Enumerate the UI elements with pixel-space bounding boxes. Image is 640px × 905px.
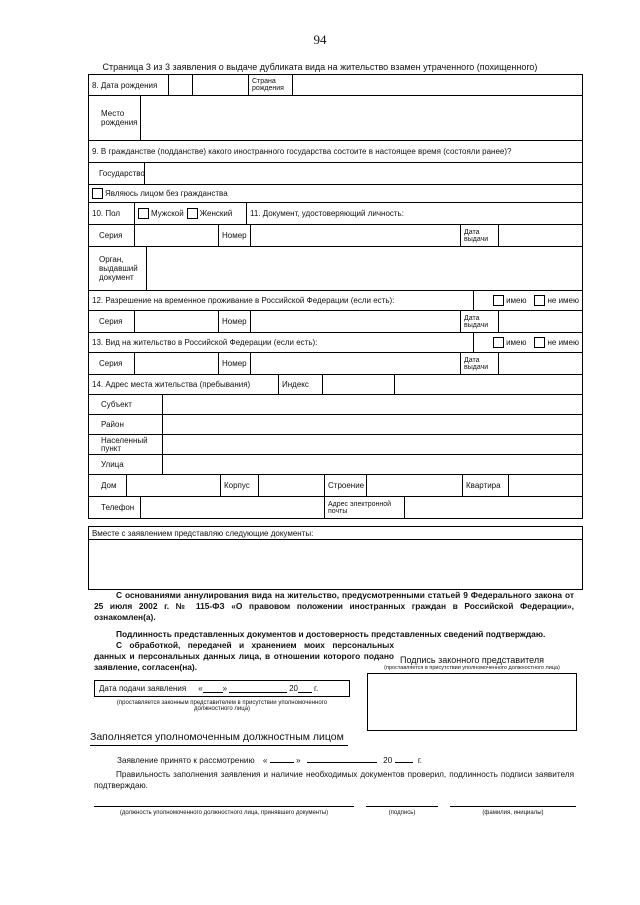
issuing-authority-field[interactable] — [147, 247, 582, 290]
temp-not-have-checkbox[interactable] — [534, 295, 545, 306]
application-form — [88, 74, 583, 590]
row-state — [88, 163, 583, 185]
accepted-label: Заявление принято к рассмотрению — [117, 756, 255, 765]
signature-box[interactable] — [367, 673, 577, 731]
documents-field[interactable] — [88, 540, 583, 590]
identity-series-field[interactable] — [135, 225, 219, 246]
caption-signature: (подпись) — [388, 810, 416, 816]
page-subtitle: Страница 3 из 3 заявления о выдаче дубликата вида на жительство взамен утраченного (похищенного) — [102, 62, 538, 72]
structure-field[interactable] — [367, 475, 463, 496]
row-residence-permit — [88, 333, 583, 353]
house-label: Дом — [89, 475, 127, 496]
birth-date-day-field[interactable] — [169, 75, 193, 95]
stateless-checkbox[interactable] — [92, 188, 103, 199]
index-field[interactable] — [323, 375, 395, 394]
submission-year-field[interactable] — [298, 684, 312, 693]
submission-year-suffix: г. — [314, 684, 319, 693]
quote-close: » — [222, 684, 228, 693]
structure-label: Строение — [325, 475, 367, 496]
temp-date-label: Дата выдачи — [461, 311, 499, 332]
subject-field[interactable] — [163, 395, 582, 414]
submission-note: (проставляется законным представителем в присутствии уполномоченного должностного лица) — [116, 700, 328, 712]
row-house — [88, 475, 583, 497]
signature-note: (проставляется в присутствии уполномоченного должностного лица) — [384, 665, 560, 671]
stateless-label: Являюсь лицом без гражданства — [105, 189, 228, 198]
birth-country-label: Страна рождения — [249, 75, 293, 95]
building-field[interactable] — [259, 475, 325, 496]
legal-notice-statute: С основаниями аннулирования вида на жительство, предусмотренными статьей 9 Федерального закона от 25 июля 2002 г. № 115-ФЗ «О правовом положении иностранных граждан в Российской Федерации», ознакомлен(а). — [94, 590, 574, 622]
submission-month-field[interactable] — [229, 684, 287, 693]
settlement-field[interactable] — [163, 435, 582, 454]
female-label: Женский — [199, 209, 233, 218]
birth-country-field[interactable] — [293, 75, 582, 95]
row-temp-residence — [88, 291, 583, 311]
submission-date-box — [94, 680, 350, 697]
row-district — [88, 415, 583, 435]
temp-number-field[interactable] — [251, 311, 461, 332]
legal-notice-authenticity: Подлинность представленных документов и достоверность представленных сведений подтверждаю. — [116, 629, 546, 639]
citizenship-label: 9. В гражданстве (подданстве) какого иностранного государства состоите в настоящее время (состояли ранее)? — [92, 147, 512, 156]
permit-series-label: Серия — [89, 353, 135, 374]
accepted-quote-close: » — [296, 756, 301, 765]
row-identity-series — [88, 225, 583, 247]
permit-not-have-label: не имею — [547, 338, 579, 347]
identity-number-field[interactable] — [251, 225, 461, 246]
signature-title: Подпись законного представителя — [400, 655, 544, 665]
temp-series-field[interactable] — [135, 311, 219, 332]
male-label: Мужской — [151, 209, 184, 218]
quote-open: « — [198, 684, 203, 693]
row-address — [88, 375, 583, 395]
row-stateless — [88, 185, 583, 203]
accepted-year-prefix: 20 — [383, 756, 393, 765]
temp-have-checkbox[interactable] — [493, 295, 504, 306]
state-field[interactable] — [145, 163, 582, 184]
row-citizenship-question — [88, 141, 583, 163]
temp-residence-label: 12. Разрешение на временное проживание в Российской Федерации (если есть): — [89, 291, 474, 310]
row-phone — [88, 497, 583, 519]
accepted-day-field[interactable] — [270, 754, 294, 763]
accepted-month-field[interactable] — [307, 754, 377, 763]
permit-number-field[interactable] — [251, 353, 461, 374]
birth-place-field[interactable] — [141, 96, 582, 140]
temp-number-label: Номер — [219, 311, 251, 332]
row-birth-date — [88, 74, 583, 96]
subject-label: Субъект — [89, 395, 163, 414]
documents-label: Вместе с заявлением представляю следующие документы: — [92, 528, 314, 538]
issuing-authority-label: Орган, выдавший документ — [89, 247, 147, 290]
row-birth-place — [88, 96, 583, 141]
birth-date-label: 8. Дата рождения — [89, 75, 169, 95]
permit-have-label: имею — [506, 338, 527, 347]
accepted-quote-open: « — [262, 756, 268, 765]
row-subject — [88, 395, 583, 415]
identity-date-field[interactable] — [499, 225, 582, 246]
birth-place-label: Место рождения — [89, 96, 141, 140]
phone-field[interactable] — [141, 497, 325, 518]
phone-label: Телефон — [89, 497, 141, 518]
identity-document-label: 11. Документ, удостоверяющий личность: — [250, 209, 404, 218]
street-label: Улица — [89, 455, 163, 474]
row-permit-series — [88, 353, 583, 375]
temp-date-field[interactable] — [499, 311, 582, 332]
female-checkbox[interactable] — [187, 208, 198, 219]
identity-number-label: Номер — [219, 225, 251, 246]
house-field[interactable] — [127, 475, 221, 496]
temp-series-label: Серия — [89, 311, 135, 332]
sex-label: 10. Пол — [89, 203, 135, 224]
row-temp-series — [88, 311, 583, 333]
email-label: Адрес электронной почты — [325, 497, 405, 518]
apartment-field[interactable] — [509, 475, 582, 496]
official-section-title: Заполняется уполномоченным должностным лицом — [90, 731, 344, 743]
street-field[interactable] — [163, 455, 582, 474]
address-label: 14. Адрес места жительства (пребывания) — [89, 375, 279, 394]
submission-year-prefix: 20 — [289, 684, 299, 693]
residence-permit-label: 13. Вид на жительство в Российской Федерации (если есть): — [89, 333, 474, 352]
permit-date-label: Дата выдачи — [461, 353, 499, 374]
permit-date-field[interactable] — [499, 353, 582, 374]
submission-date-label: Дата подачи заявления — [99, 684, 187, 693]
caption-position: (должность уполномоченного должностного лица, принявшего документы) — [119, 810, 329, 816]
caption-name: (фамилия, инициалы) — [482, 810, 544, 816]
settlement-label: Населенный пункт — [89, 435, 163, 454]
permit-series-field[interactable] — [135, 353, 219, 374]
state-label: Государство — [89, 163, 145, 184]
row-settlement — [88, 435, 583, 455]
official-accepted — [117, 754, 422, 765]
row-street — [88, 455, 583, 475]
row-sex-document — [88, 203, 583, 225]
official-check-text: Правильность заполнения заявления и наличие необходимых документов проверил, подлинность подписи заявителя подтверждаю. — [94, 770, 574, 790]
email-field[interactable] — [405, 497, 582, 518]
apartment-label: Квартира — [463, 475, 509, 496]
district-field[interactable] — [163, 415, 582, 434]
birth-date-month-field[interactable] — [193, 75, 249, 95]
identity-series-label: Серия — [89, 225, 135, 246]
permit-have-checkbox[interactable] — [493, 337, 504, 348]
temp-not-have-label: не имею — [547, 296, 579, 305]
accepted-year-suffix: г. — [417, 756, 423, 765]
submission-day-field[interactable] — [203, 684, 223, 693]
row-documents — [88, 526, 583, 540]
page-number: 94 — [313, 32, 327, 47]
district-label: Район — [89, 415, 163, 434]
permit-not-have-checkbox[interactable] — [534, 337, 545, 348]
building-label: Корпус — [221, 475, 259, 496]
identity-date-label: Дата выдачи — [461, 225, 499, 246]
legal-notice-consent: С обработкой, передачей и хранением моих персональных данных и персональных данных лица, в отношении которого подано заявление, согласен(на). — [94, 640, 394, 672]
index-label: Индекс — [279, 375, 323, 394]
accepted-year-field[interactable] — [395, 754, 413, 763]
temp-have-label: имею — [506, 296, 527, 305]
permit-number-label: Номер — [219, 353, 251, 374]
male-checkbox[interactable] — [138, 208, 149, 219]
row-issuing-authority — [88, 247, 583, 291]
